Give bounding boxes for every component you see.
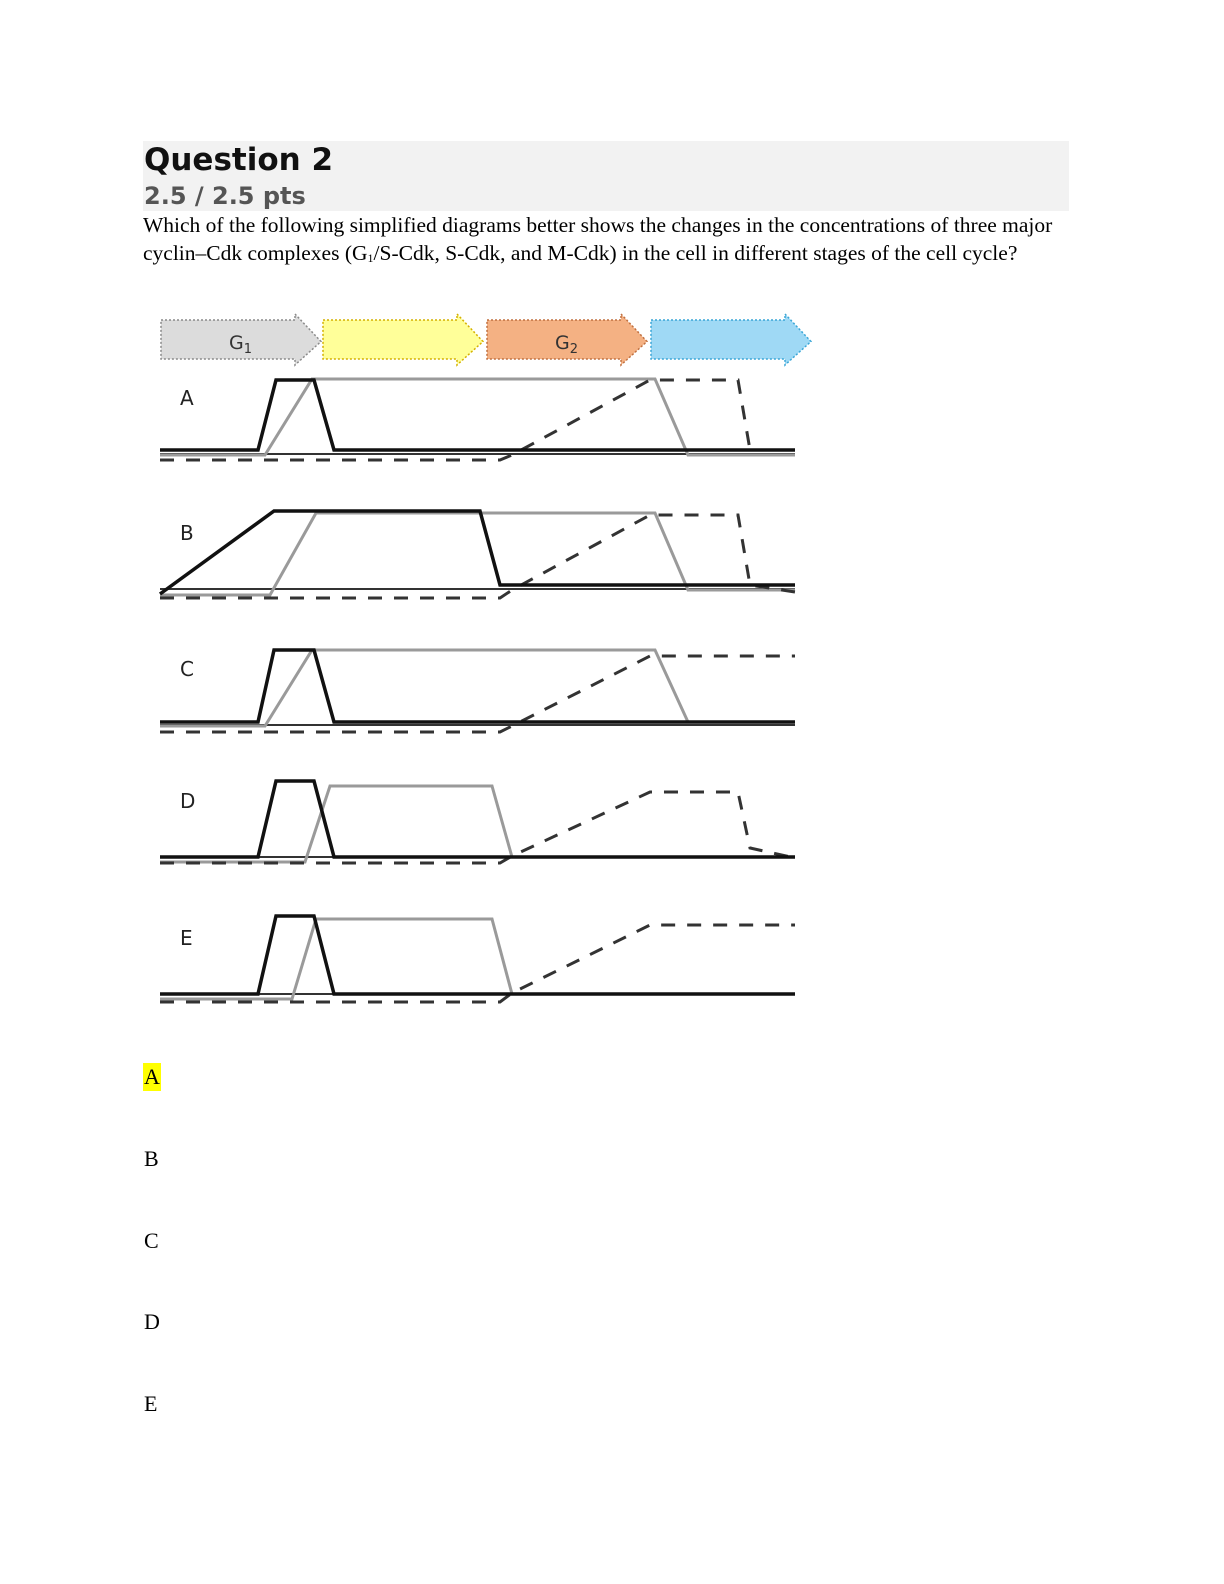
curve-s-cdk [160, 919, 795, 999]
cyclin-cdk-diagram [140, 283, 840, 1023]
panel-label: D [180, 789, 196, 813]
curve-m-cdk [160, 380, 795, 460]
phase-arrow-2 [323, 314, 483, 365]
curve-g1s-cdk [160, 916, 795, 994]
phase-arrow-4 [651, 314, 811, 365]
diagram-panels [160, 379, 795, 1002]
phase-label-g1: $G_1$ [229, 332, 253, 357]
curve-g1s-cdk [160, 511, 795, 594]
question-text-subscript: 1 [367, 250, 374, 265]
answer-option-d[interactable]: D [144, 1309, 160, 1334]
panel-a [160, 379, 795, 460]
phase-label-subscript: 2 [569, 342, 579, 357]
curve-g1s-cdk [160, 380, 795, 450]
question-points: 2.5 / 2.5 pts [144, 182, 306, 210]
answer-option-c[interactable]: C [144, 1228, 159, 1253]
panel-b [160, 511, 795, 598]
curve-g1s-cdk [160, 650, 795, 722]
panel-d [160, 781, 795, 863]
curve-s-cdk [160, 786, 795, 862]
question-text-part2: /S-Cdk, S-Cdk, and M-Cdk) in the cell in different stages of the cell cycle? [373, 240, 1018, 265]
panel-label: E [180, 926, 193, 950]
phase-arrows [161, 314, 811, 365]
panel-label: A [180, 386, 194, 410]
phase-label-subscript: 1 [243, 342, 253, 357]
panel-e [160, 916, 795, 1002]
curve-s-cdk [160, 379, 795, 455]
question-text [143, 212, 1073, 272]
question-title: Question 2 [144, 142, 334, 178]
question-text-part1: Which of the following simplified diagrams better shows the changes in the concentrations of three major cyclin–Cdk complexes (G [143, 213, 1053, 265]
curve-s-cdk [160, 650, 795, 726]
panel-c [160, 650, 795, 732]
curve-m-cdk [160, 925, 795, 1002]
answer-option-a[interactable]: A [144, 1064, 160, 1089]
answer-option-b[interactable]: B [144, 1146, 159, 1171]
panel-label: B [180, 521, 194, 545]
panel-label: C [180, 657, 194, 681]
phase-label-g2: $G_2$ [555, 332, 579, 357]
curve-m-cdk [160, 792, 795, 863]
cyclin-cdk-figure [140, 283, 840, 1023]
answer-option-e[interactable]: E [144, 1391, 158, 1416]
